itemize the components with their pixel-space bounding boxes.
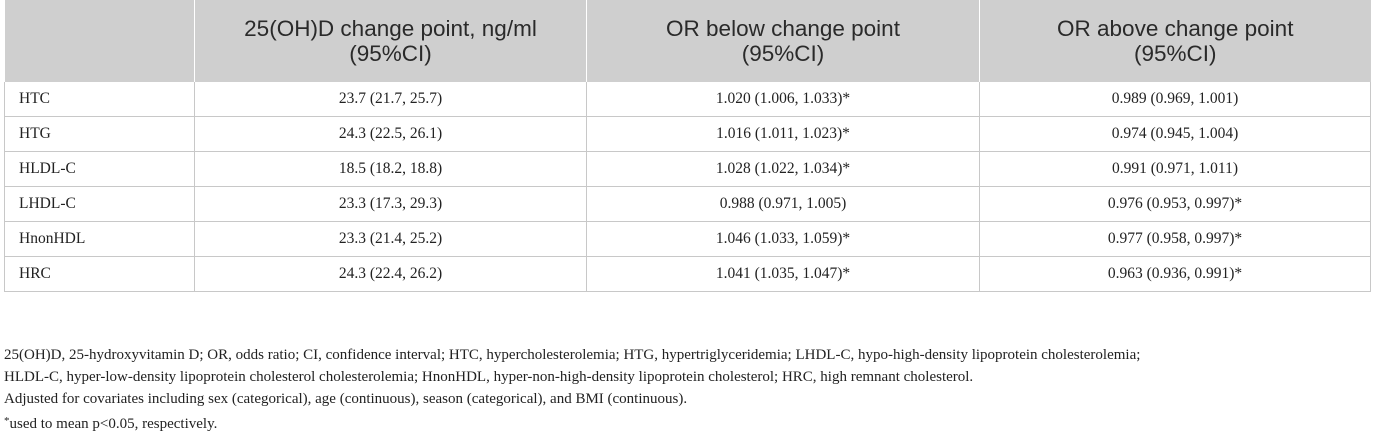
- change-point-cell: 23.7 (21.7, 25.7): [195, 82, 587, 117]
- table-row: [5, 152, 1371, 187]
- results-table: [4, 0, 1371, 292]
- row-label: HTG: [5, 117, 195, 152]
- or-below-cell: 1.016 (1.011, 1.023)*: [587, 117, 980, 152]
- header-or-above: [980, 0, 1371, 82]
- table-row: [5, 222, 1371, 257]
- row-label: LHDL-C: [5, 187, 195, 222]
- header-change-point: [195, 0, 587, 82]
- or-below-cell: 1.028 (1.022, 1.034)*: [587, 152, 980, 187]
- or-below-cell: 1.020 (1.006, 1.033)*: [587, 82, 980, 117]
- change-point-cell: 23.3 (17.3, 29.3): [195, 187, 587, 222]
- header-or-below-line2: (95%CI): [741, 41, 825, 66]
- header-empty-cell: [5, 0, 195, 82]
- or-above-cell: 0.974 (0.945, 1.004): [980, 117, 1371, 152]
- or-above-cell: 0.976 (0.953, 0.997)*: [980, 187, 1371, 222]
- table-body: [5, 82, 1371, 292]
- header-or-below: [587, 0, 980, 82]
- change-point-cell: 24.3 (22.5, 26.1): [195, 117, 587, 152]
- footnote-abbreviations-line1: 25(OH)D, 25-hydroxyvitamin D; OR, odds ratio; CI, confidence interval; HTC, hypercholesterolemia; HTG, hypertriglyceridemia; LHDL-C, hypo-high-density lipoprotein cholesterolemia;: [4, 347, 1141, 363]
- significance-marker: *: [4, 415, 10, 427]
- or-above-cell: 0.989 (0.969, 1.001): [980, 82, 1371, 117]
- footnote-abbreviations-line2: HLDL-C, hyper-low-density lipoprotein cholesterol cholesterolemia; HnonHDL, hyper-non-high-density lipoprotein cholesterol; HRC, high remnant cholesterol.: [4, 369, 974, 385]
- header-or-above-line1: OR above change point: [1057, 16, 1294, 41]
- table-row: [5, 257, 1371, 292]
- footnote-significance: [4, 410, 1370, 435]
- or-below-cell: 1.046 (1.033, 1.059)*: [587, 222, 980, 257]
- table-footnotes: [4, 344, 1370, 435]
- or-above-cell: 0.963 (0.936, 0.991)*: [980, 257, 1371, 292]
- header-change-point-line2: (95%CI): [349, 41, 432, 66]
- header-change-point-line1: 25(OH)D change point, ng/ml: [244, 16, 537, 41]
- change-point-cell: 23.3 (21.4, 25.2): [195, 222, 587, 257]
- or-below-cell: 0.988 (0.971, 1.005): [587, 187, 980, 222]
- header-row: [5, 0, 1371, 82]
- row-label: HLDL-C: [5, 152, 195, 187]
- header-or-below-line1: OR below change point: [666, 16, 900, 41]
- change-point-cell: 18.5 (18.2, 18.8): [195, 152, 587, 187]
- table-header: [5, 0, 1371, 82]
- footnote-adjusted: Adjusted for covariates including sex (categorical), age (continuous), season (categorical), and BMI (continuous).: [4, 391, 688, 407]
- row-label: HnonHDL: [5, 222, 195, 257]
- or-above-cell: 0.977 (0.958, 0.997)*: [980, 222, 1371, 257]
- change-point-cell: 24.3 (22.4, 26.2): [195, 257, 587, 292]
- row-label: HRC: [5, 257, 195, 292]
- significance-text: used to mean p<0.05, respectively.: [9, 416, 218, 432]
- table-row: [5, 82, 1371, 117]
- header-or-above-line2: (95%CI): [1133, 41, 1217, 66]
- table-row: [5, 117, 1371, 152]
- or-above-cell: 0.991 (0.971, 1.011): [980, 152, 1371, 187]
- row-label: HTC: [5, 82, 195, 117]
- or-below-cell: 1.041 (1.035, 1.047)*: [587, 257, 980, 292]
- table-row: [5, 187, 1371, 222]
